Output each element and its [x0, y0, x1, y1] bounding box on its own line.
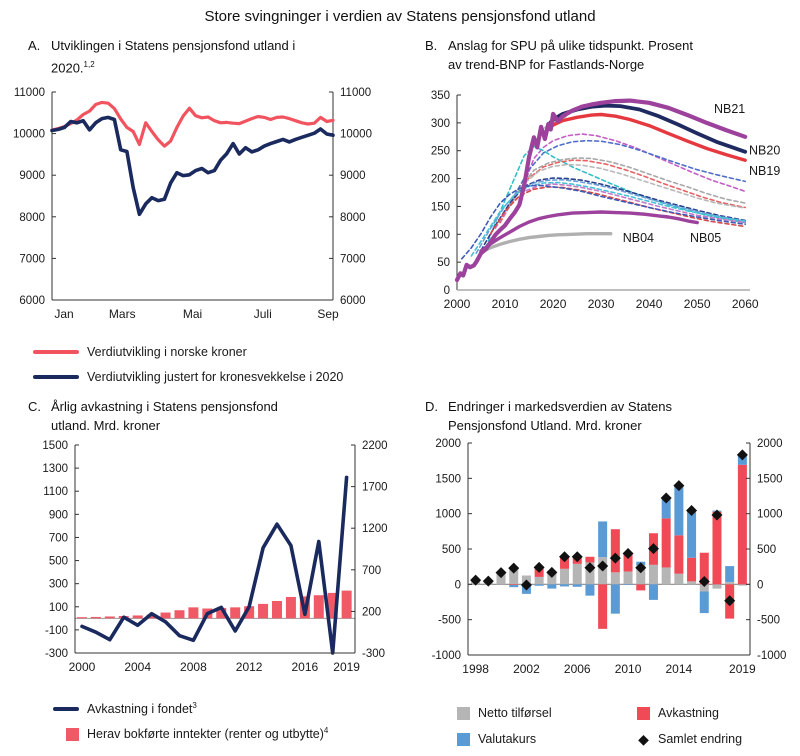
svg-text:700: 700: [48, 532, 68, 545]
panel-c-title-text: Årlig avkastning i Statens pensjonsfond utland. Mrd. kroner: [51, 399, 278, 433]
legend-item: [53, 725, 328, 743]
blue-square-swatch: [457, 733, 470, 746]
svg-text:Juli: Juli: [253, 307, 272, 321]
svg-text:-100: -100: [44, 624, 68, 637]
svg-text:1500: 1500: [757, 473, 783, 486]
legend-item: [637, 700, 787, 726]
svg-text:8000: 8000: [340, 211, 366, 224]
svg-text:-1000: -1000: [431, 650, 461, 662]
svg-text:Mai: Mai: [182, 307, 203, 321]
navy-line-swatch: [53, 707, 79, 711]
svg-text:2000: 2000: [443, 297, 471, 311]
svg-text:0: 0: [443, 285, 450, 297]
legend-label: Avkastning: [658, 706, 719, 720]
svg-text:2060: 2060: [731, 297, 759, 311]
svg-text:2010: 2010: [491, 297, 519, 311]
svg-text:1000: 1000: [435, 508, 461, 521]
svg-text:-500: -500: [437, 614, 461, 627]
diamond-icon: ◆: [638, 730, 649, 747]
svg-text:6000: 6000: [340, 295, 366, 307]
panel-d-title-text: Endringer i markedsverdien av Statens Pensjonsfond Utland. Mrd. kroner: [448, 399, 673, 433]
svg-text:10000: 10000: [13, 128, 45, 141]
svg-text:300: 300: [430, 117, 450, 130]
svg-text:Mars: Mars: [108, 307, 136, 321]
svg-text:NB21: NB21: [713, 101, 746, 116]
svg-text:2000: 2000: [435, 438, 461, 450]
legend-label: Verdiutvikling justert for kronesvekkelse i 2020: [87, 370, 344, 384]
svg-text:NB04: NB04: [622, 231, 654, 246]
svg-text:500: 500: [48, 555, 68, 568]
panel-c-title: [28, 397, 378, 435]
legend-chart-d: [457, 700, 787, 752]
panel-a-letter: A.: [28, 38, 41, 53]
svg-text:2020: 2020: [539, 297, 567, 311]
svg-text:2000: 2000: [757, 438, 783, 450]
svg-text:2050: 2050: [683, 297, 711, 311]
svg-text:2200: 2200: [362, 440, 388, 452]
svg-text:2019: 2019: [333, 660, 360, 674]
svg-text:500: 500: [441, 544, 461, 556]
svg-text:100: 100: [430, 229, 450, 242]
svg-text:200: 200: [430, 173, 450, 186]
svg-text:Jan: Jan: [54, 307, 74, 321]
svg-text:2014: 2014: [665, 662, 693, 676]
svg-text:900: 900: [48, 509, 68, 522]
svg-text:-300: -300: [44, 648, 68, 660]
svg-text:-300: -300: [362, 648, 386, 660]
panel-d-title: [425, 397, 775, 435]
svg-text:150: 150: [430, 201, 450, 214]
svg-text:11000: 11000: [340, 87, 372, 99]
svg-text:1000: 1000: [757, 508, 783, 521]
red-square-swatch: [66, 728, 79, 741]
svg-text:1500: 1500: [42, 440, 68, 452]
svg-text:2008: 2008: [180, 660, 207, 674]
legend-item: [457, 726, 637, 752]
legend-item: [53, 700, 328, 718]
svg-text:500: 500: [757, 544, 777, 556]
legend-item: [33, 343, 343, 361]
svg-text:2016: 2016: [291, 660, 319, 674]
svg-text:300: 300: [48, 578, 68, 591]
svg-text:10000: 10000: [340, 128, 372, 141]
panel-c-letter: C.: [28, 399, 41, 414]
footnote-marker: 3: [192, 701, 197, 711]
legend-label: Netto tilførsel: [478, 706, 552, 720]
svg-text:200: 200: [362, 606, 382, 619]
svg-text:-500: -500: [757, 614, 781, 627]
svg-text:350: 350: [430, 90, 450, 102]
legend-item: [637, 726, 787, 752]
red-line-swatch: [33, 350, 79, 354]
legend-label: Avkastning i fondet$^3$: [87, 701, 197, 717]
svg-text:8000: 8000: [19, 211, 45, 224]
svg-text:100: 100: [48, 601, 68, 614]
svg-text:2002: 2002: [513, 662, 540, 676]
chart-b-plot: [431, 90, 781, 311]
legend-item: [33, 368, 343, 386]
panel-a-title-text: Utviklingen i Statens pensjonsfond utland i 2020.$^{1,2}$: [51, 38, 296, 76]
chart-d-plot: [432, 438, 787, 676]
svg-text:0: 0: [757, 579, 764, 592]
panel-b-title-text: Anslag for SPU på ulike tidspunkt. Prosent av trend-BNP for Fastlands-Norge: [448, 38, 693, 72]
svg-text:2004: 2004: [124, 660, 152, 674]
red-square-swatch: [637, 707, 650, 720]
figure-title: Store svingninger i verdien av Statens pensjonsfond utland: [204, 8, 596, 25]
legend-label: Valutakurs: [478, 732, 537, 746]
legend-label: Verdiutvikling i norske kroner: [87, 345, 247, 359]
svg-text:1100: 1100: [43, 486, 68, 499]
panel-b-title: [425, 36, 775, 74]
svg-text:NB20: NB20: [749, 143, 781, 158]
gray-square-swatch: [457, 707, 470, 720]
panel-b-letter: B.: [425, 38, 438, 53]
chart-a-plot: [13, 87, 372, 321]
svg-text:2019: 2019: [729, 662, 756, 676]
svg-text:NB05: NB05: [689, 231, 722, 246]
svg-text:2040: 2040: [635, 297, 663, 311]
svg-text:Sep: Sep: [317, 307, 339, 321]
svg-text:2030: 2030: [587, 297, 615, 311]
svg-text:6000: 6000: [19, 295, 45, 307]
svg-text:7000: 7000: [340, 253, 366, 266]
legend-label: Samlet endring: [658, 732, 743, 746]
svg-text:-1000: -1000: [757, 650, 787, 662]
legend-chart-a: [33, 343, 343, 386]
svg-text:50: 50: [437, 257, 450, 270]
chart-c-plot: [42, 440, 387, 674]
svg-text:1998: 1998: [462, 662, 489, 676]
svg-text:2010: 2010: [614, 662, 642, 676]
svg-text:0: 0: [454, 579, 461, 592]
svg-text:250: 250: [430, 145, 450, 158]
svg-text:1700: 1700: [362, 481, 388, 494]
navy-line-swatch: [33, 375, 79, 379]
panel-d-letter: D.: [425, 399, 438, 414]
footnote-marker: 4: [323, 726, 329, 736]
svg-text:9000: 9000: [19, 170, 45, 183]
svg-text:1500: 1500: [435, 473, 461, 486]
svg-text:2000: 2000: [68, 660, 96, 674]
svg-text:9000: 9000: [340, 170, 366, 183]
legend-label: Herav bokførte inntekter (renter og utbytte)$^4$: [87, 726, 329, 742]
svg-text:700: 700: [362, 564, 382, 577]
footnote-marker: 1,2: [83, 60, 95, 69]
svg-text:11000: 11000: [13, 87, 45, 99]
legend-chart-c: [53, 700, 328, 743]
legend-item: [457, 700, 637, 726]
svg-text:2006: 2006: [563, 662, 591, 676]
svg-text:2012: 2012: [235, 660, 263, 674]
svg-text:1300: 1300: [42, 463, 68, 476]
svg-text:NB19: NB19: [749, 164, 781, 179]
svg-text:1200: 1200: [362, 523, 388, 536]
svg-text:7000: 7000: [19, 253, 45, 266]
panel-a-title: [28, 36, 378, 77]
